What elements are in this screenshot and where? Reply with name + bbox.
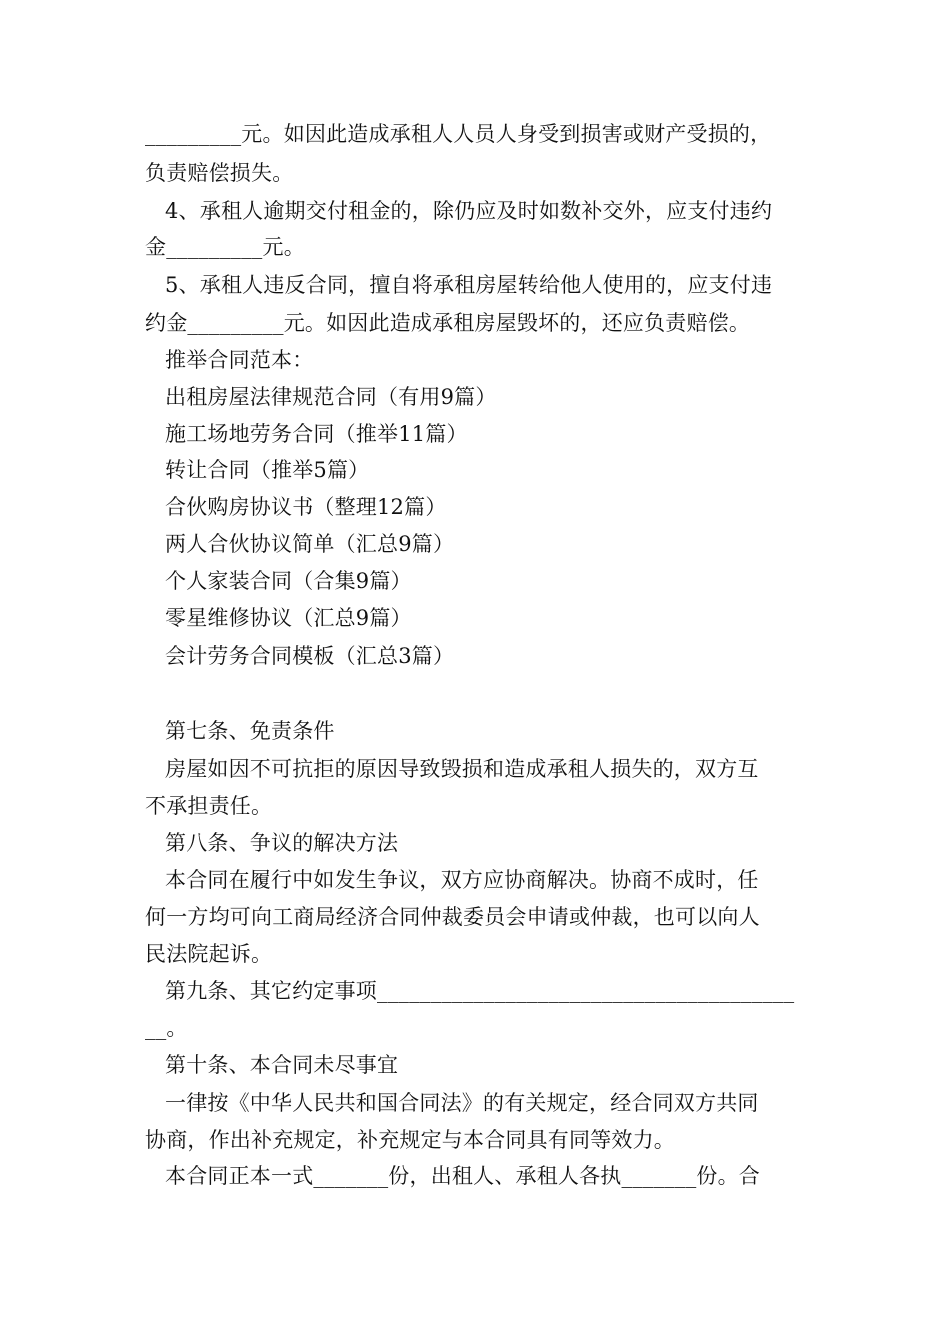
text-line: 约金_________元。如因此造成承租房屋毁坏的，还应负责赔偿。 xyxy=(145,311,751,335)
recommend-link[interactable]: 两人合伙协议简单（汇总9篇） xyxy=(165,532,455,556)
text-line: 民法院起诉。 xyxy=(145,942,273,966)
text-line: 房屋如因不可抗拒的原因导致毁损和造成承租人损失的，双方互 xyxy=(165,757,759,781)
article-10-heading: 第十条、本合同未尽事宜 xyxy=(165,1053,399,1077)
text-line: _________元。如因此造成承租人人员人身受到损害或财产受损的， xyxy=(145,122,772,146)
recommend-link[interactable]: 会计劳务合同模板（汇总3篇） xyxy=(165,644,455,668)
text-line: 何一方均可向工商局经济合同仲裁委员会申请或仲裁，也可以向人 xyxy=(145,905,760,929)
recommend-link[interactable]: 个人家装合同（合集9篇） xyxy=(165,569,412,593)
recommend-heading: 推举合同范本： xyxy=(165,348,314,372)
recommend-link[interactable]: 转让合同（推举5篇） xyxy=(165,458,370,482)
text-line: 一律按《中华人民共和国合同法》的有关规定，经合同双方共同 xyxy=(165,1091,759,1115)
text-line: 协商，作出补充规定，补充规定与本合同具有同等效力。 xyxy=(145,1128,675,1152)
recommend-link[interactable]: 施工场地劳务合同（推举11篇） xyxy=(165,422,468,446)
text-line: 本合同正本一式_______份，出租人、承租人各执_______份。合 xyxy=(165,1164,760,1188)
text-line: 金_________元。 xyxy=(145,235,305,259)
recommend-link[interactable]: 合伙购房协议书（整理12篇） xyxy=(165,495,447,519)
text-line: 本合同在履行中如发生争议，双方应协商解决。协商不成时，任 xyxy=(165,868,759,892)
text-line: 负责赔偿损失。 xyxy=(145,161,294,185)
clause-4: 4、承租人逾期交付租金的，除仍应及时如数补交外，应支付违约 xyxy=(165,199,773,223)
article-8-heading: 第八条、争议的解决方法 xyxy=(165,831,399,855)
recommend-link[interactable]: 出租房屋法律规范合同（有用9篇） xyxy=(165,385,497,409)
article-9-heading: 第九条、其它约定事项_______________________________________ xyxy=(165,979,795,1003)
text-line: 不承担责任。 xyxy=(145,794,273,818)
clause-5: 5、承租人违反合同，擅自将承租房屋转给他人使用的，应支付违 xyxy=(165,273,773,297)
article-7-heading: 第七条、免责条件 xyxy=(165,719,335,743)
recommend-link[interactable]: 零星维修协议（汇总9篇） xyxy=(165,606,412,630)
text-line: __。 xyxy=(145,1016,188,1040)
